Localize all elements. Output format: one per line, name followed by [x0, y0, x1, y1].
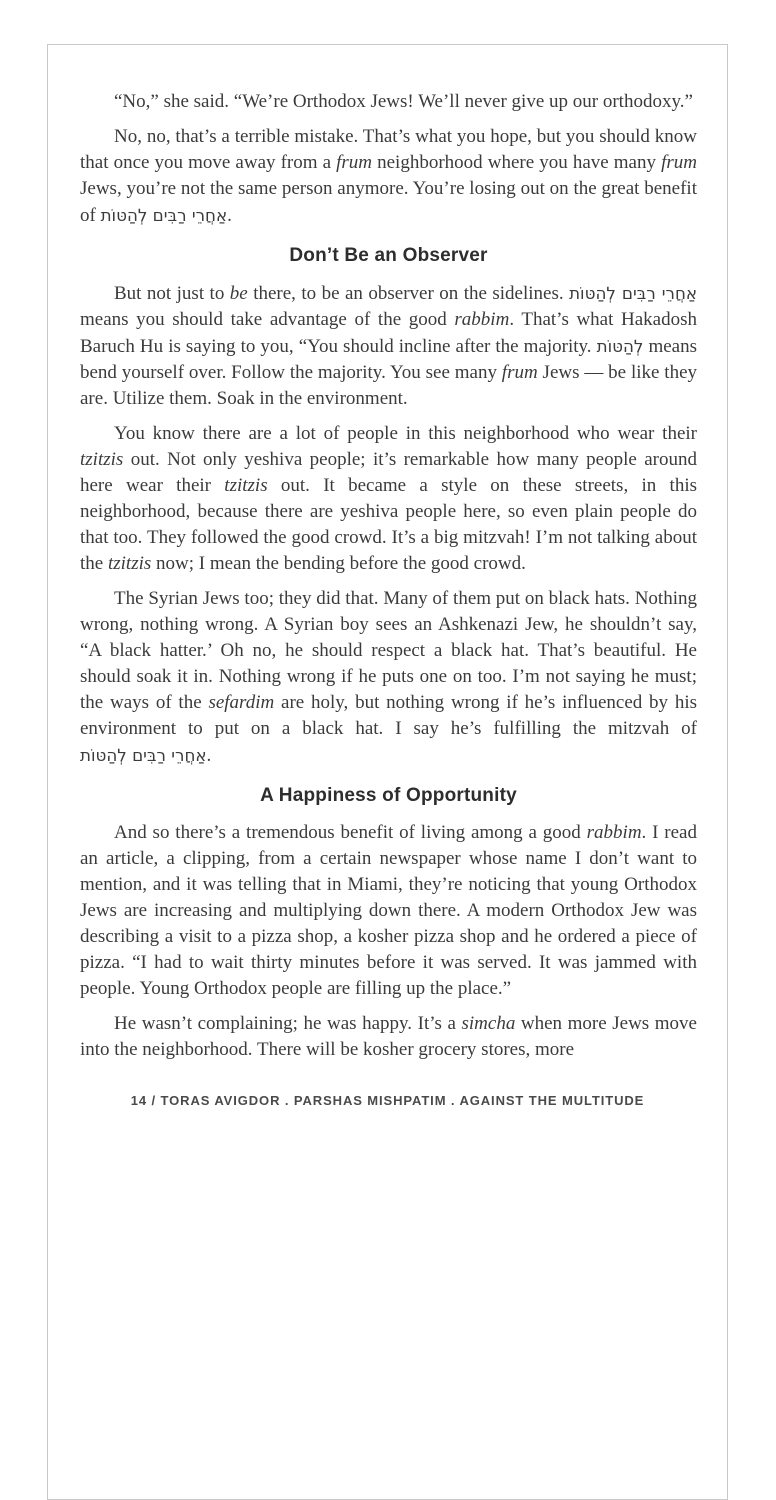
text-run: No, no, that’s a terrible mistake. That’s what you hope, but you should know that once you move away from a: [80, 126, 697, 173]
italic-term: tzitzis: [107, 553, 152, 574]
italic-term: frum: [501, 362, 538, 383]
section-heading: Don’t Be an Observer: [289, 245, 488, 266]
text-run: “No,” she said. “We’re Orthodox Jews! We’ll never give up our orthodoxy.”: [114, 91, 693, 112]
paragraph: [80, 280, 697, 412]
text-run: there, to be an observer on the sidelines.: [247, 283, 570, 304]
paragraph: [80, 124, 697, 229]
text-run: .: [206, 745, 212, 766]
page-footer: [48, 1093, 727, 1108]
paragraph: [80, 820, 697, 1002]
italic-term: rabbim: [586, 822, 642, 843]
italic-term: frum: [336, 152, 373, 173]
italic-term: simcha: [461, 1013, 516, 1034]
paragraph: [80, 586, 697, 769]
hebrew-phrase: אַחֲרֵי רַבִּים לְהַטּוֹת: [80, 745, 207, 765]
footer-text: 14 / TORAS AVIGDOR . PARSHAS MISHPATIM . AGAINST THE MULTITUDE: [130, 1093, 645, 1108]
italic-term: be: [229, 283, 248, 304]
text-run: . That’s what Hakadosh Baruch Hu is saying to you, “You should incline after the majority.: [80, 309, 697, 357]
text-run: Jews, you’re not the same person anymore. You’re losing out on the great benefit of: [80, 178, 697, 226]
italic-term: rabbim: [454, 309, 510, 330]
text-run: out. Not only yeshiva people; it’s remarkable how many people around here wear their: [80, 449, 697, 496]
document-page: [47, 44, 728, 1500]
paragraph: [80, 1011, 697, 1063]
italic-term: tzitzis: [224, 475, 268, 496]
text-run: And so there’s a tremendous benefit of living among a good: [114, 822, 587, 843]
text-run: when more Jews move into the neighborhood. There will be kosher grocery stores, more: [80, 1013, 697, 1060]
hebrew-phrase: אַחֲרֵי רַבִּים לְהַטּוֹת: [569, 283, 698, 303]
text-run: He wasn’t complaining; he was happy. It’s a: [114, 1013, 462, 1034]
text-run: But not just to: [114, 283, 230, 304]
text-run: means bend yourself over. Follow the majority. You see many: [80, 336, 697, 383]
text-run: Jews — be like they are. Utilize them. Soak in the environment.: [80, 362, 697, 409]
section-heading: A Happiness of Opportunity: [260, 785, 517, 806]
italic-term: sefardim: [208, 692, 275, 713]
hebrew-phrase: לְהַטּוֹת: [596, 336, 644, 356]
hebrew-phrase: אַחֲרֵי רַבִּים לְהַטּוֹת: [100, 205, 228, 225]
text-run: are holy, but nothing wrong if he’s influenced by his environment to put on a black hat. I say he’s fulfilling the mitzvah of: [80, 692, 697, 739]
italic-term: frum: [661, 152, 697, 173]
text-run: .: [227, 205, 232, 226]
text-run: means you should take advantage of the good: [80, 309, 455, 330]
italic-term: tzitzis: [80, 449, 124, 470]
text-run: now; I mean the bending before the good crowd.: [151, 553, 526, 574]
text-run: out. It became a style on these streets, in this neighborhood, because there are yeshiva people here, so even plain people do that too. They followed the good crowd. It’s a big mitzvah! I’m not talking about the: [80, 475, 697, 574]
text-run: You know there are a lot of people in this neighborhood who wear their: [114, 423, 697, 444]
document-content: [48, 45, 727, 1063]
text-run: The Syrian Jews too; they did that. Many of them put on black hats. Nothing wrong, nothing wrong. A Syrian boy sees an Ashkenazi Jew, he shouldn’t say, “A black hatter.’ Oh no, he should respect a black hat. That’s beautiful. He should soak it in. Nothing wrong if he puts one on too. I’m not saying he must; the ways of the: [80, 588, 697, 713]
paragraph: [80, 89, 697, 115]
text-run: . I read an article, a clipping, from a certain newspaper whose name I don’t want to mention, and it was telling that in Miami, they’re noticing that young Orthodox Jews are increasing and multiplying down there. A modern Orthodox Jew was describing a visit to a pizza shop, a kosher pizza shop and he ordered a piece of pizza. “I had to wait thirty minutes before it was served. It was jammed with people. Young Orthodox people are filling up the place.”: [80, 822, 697, 999]
paragraph: [80, 421, 697, 577]
text-run: neighborhood where you have many: [372, 152, 662, 173]
